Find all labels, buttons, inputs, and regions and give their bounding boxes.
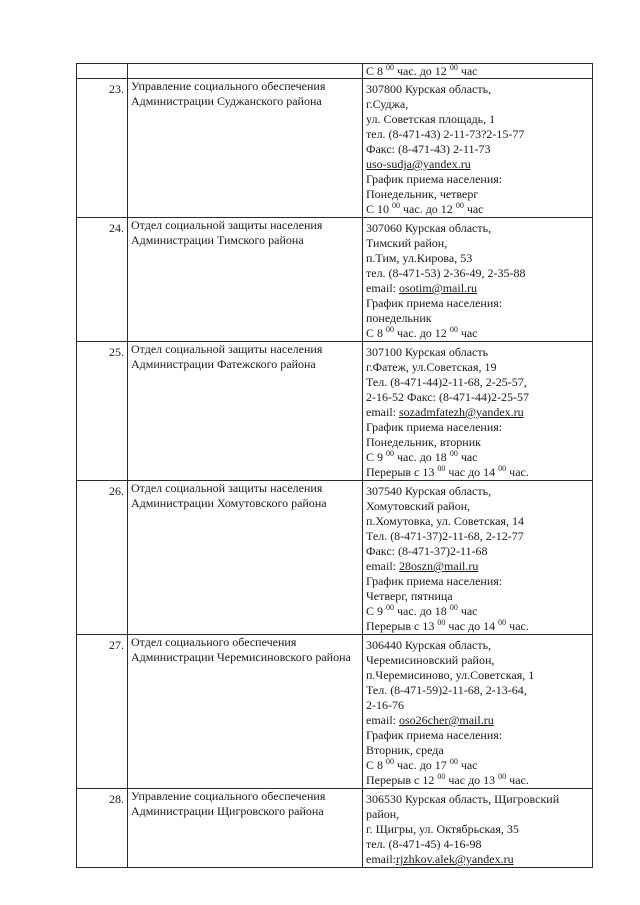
contact-line: тел. (8-471-45) 4-16-98 [366, 837, 482, 851]
contact-line: 2-16-52 Факс: (8-471-44)2-25-57 [366, 390, 529, 404]
contact-line: тел. (8-471-43) 2-11-73?2-15-77 [366, 127, 525, 141]
email-line[interactable]: email:rjzhkov.alek@yandex.ru [366, 852, 514, 866]
contact-line: С 9 $^{00}$ час. до 18 $^{00}$ час [366, 603, 478, 618]
contact-line: С 8 $^{00}$ час. до 12 $^{00}$ час [366, 325, 478, 340]
row-number: 27. [77, 635, 128, 789]
contact-line: ул. Советская площадь, 1 [366, 112, 496, 126]
email-line[interactable]: email: 28oszn@mail.ru [366, 559, 479, 573]
contact-line: район, [366, 807, 400, 821]
contact-line: Черемисиновский район, [366, 653, 495, 667]
contact-line: 307100 Курская область [366, 345, 489, 359]
contact-line: Понедельник, вторник [366, 435, 481, 449]
contact-line: п.Черемисиново, ул.Советская, 1 [366, 668, 535, 682]
organization-name: Отдел социальной защиты населения Администрации Хомутовского района [128, 481, 363, 635]
contact-line: Факс: (8-471-43) 2-11-73 [366, 142, 491, 156]
contact-line: График приема населения: [366, 728, 503, 742]
row-number-cell [77, 64, 128, 79]
contact-line: Тел. (8-471-59)2-11-68, 2-13-64, [366, 683, 527, 697]
contact-line: г.Фатеж, ул.Советская, 19 [366, 360, 497, 374]
row-number: 23. [77, 79, 128, 218]
contact-line: 2-16-76 [366, 698, 404, 712]
organization-name: Управление социального обеспечения Администрации Щигровского района [128, 789, 363, 868]
email-line[interactable]: email: osotim@mail.ru [366, 281, 478, 295]
contact-line: С 10 $^{00}$ час. до 12 $^{00}$ час [366, 201, 484, 216]
contact-line: п.Тим, ул.Кирова, 53 [366, 251, 473, 265]
contact-line: График приема населения: [366, 574, 503, 588]
table-row [77, 342, 593, 481]
table-row [77, 789, 593, 868]
contact-line: График приема населения: [366, 420, 503, 434]
continuation-row [77, 64, 593, 79]
contact-line: Тел. (8-471-44)2-11-68, 2-25-57, [366, 375, 527, 389]
contact-line: г. Щигры, ул. Октябрьская, 35 [366, 822, 519, 836]
email-line[interactable]: uso-sudja@yandex.ru [366, 157, 471, 171]
contact-line: г.Суджа, [366, 97, 409, 111]
organization-name: Управление социального обеспечения Администрации Суджанского района [128, 79, 363, 218]
contact-line: Перерыв с 13 $^{00}$ час до 14 $^{00}$ час. [366, 618, 529, 633]
contact-line: График приема населения: [366, 172, 503, 186]
contact-cell [363, 218, 593, 342]
contact-cell [363, 635, 593, 789]
email-line[interactable]: email: oso26cher@mail.ru [366, 713, 494, 727]
contact-cell [363, 79, 593, 218]
contact-line: 306440 Курская область, [366, 638, 492, 652]
schedule-line: С 8 $^{00}$ час. до 12 $^{00}$ час [366, 63, 478, 78]
contact-line: 307800 Курская область, [366, 82, 492, 96]
contact-line: График приема населения: [366, 296, 503, 310]
table-row [77, 79, 593, 218]
contact-line: Вторник, среда [366, 743, 444, 757]
contact-line: Хомутовский район, [366, 499, 471, 513]
contact-cell [363, 789, 593, 868]
row-number: 26. [77, 481, 128, 635]
contact-line: Перерыв с 13 $^{00}$ час до 14 $^{00}$ час. [366, 464, 529, 479]
contact-line: Тел. (8-471-37)2-11-68, 2-12-77 [366, 529, 524, 543]
contact-cell [363, 64, 593, 79]
row-number: 24. [77, 218, 128, 342]
contact-line: п.Хомутовка, ул. Советская, 14 [366, 514, 525, 528]
contact-line: понедельник [366, 311, 432, 325]
organization-name: Отдел социальной защиты населения Администрации Тимского района [128, 218, 363, 342]
row-number: 25. [77, 342, 128, 481]
contact-line: Четверг, пятница [366, 589, 453, 603]
organization-name: Отдел социального обеспечения Администрации Черемисиновского района [128, 635, 363, 789]
email-line[interactable]: email: sozadmfatezh@yandex.ru [366, 405, 524, 419]
contact-cell [363, 481, 593, 635]
contact-cell [363, 342, 593, 481]
contact-line: Факс: (8-471-37)2-11-68 [366, 544, 488, 558]
contact-line: Перерыв с 12 $^{00}$ час до 13 $^{00}$ час. [366, 772, 529, 787]
organization-name: Отдел социальной защиты населения Администрации Фатежского района [128, 342, 363, 481]
contact-line: 306530 Курская область, Щигровский [366, 792, 560, 806]
table-row [77, 481, 593, 635]
contact-line: 307540 Курская область, [366, 484, 492, 498]
contact-line: Тимский район, [366, 236, 448, 250]
organization-cell [128, 64, 363, 79]
table-row [77, 635, 593, 789]
table-row [77, 218, 593, 342]
offices-table [76, 63, 593, 868]
contact-line: тел. (8-471-53) 2-36-49, 2-35-88 [366, 266, 526, 280]
contact-line: С 9 $^{00}$ час. до 18 $^{00}$ час [366, 449, 478, 464]
contact-line: Понедельник, четверг [366, 187, 479, 201]
contact-line: С 8 $^{00}$ час. до 17 $^{00}$ час [366, 757, 478, 772]
row-number: 28. [77, 789, 128, 868]
contact-line: 307060 Курская область, [366, 221, 492, 235]
